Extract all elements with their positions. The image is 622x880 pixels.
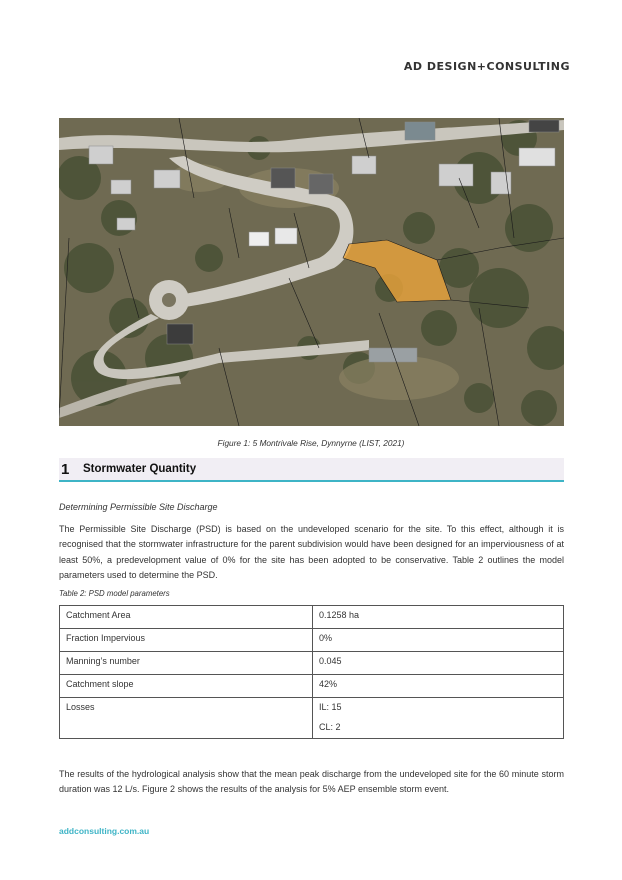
table-row [60,675,564,698]
table-cell-parameter: Catchment slope [60,675,313,698]
table-cell-value [313,698,564,739]
table-cell-value: 0.1258 ha [313,606,564,629]
table-cell-value: 0% [313,629,564,652]
table-cell-value: 0.045 [313,652,564,675]
loss-continuing: CL: 2 [319,722,341,732]
section-heading [59,458,564,482]
table-row [60,698,564,739]
table-cell-parameter: Losses [60,698,313,739]
paragraph-results: The results of the hydrological analysis show that the mean peak discharge from the undeveloped site for the 60 minute storm duration was 12 L/s. Figure 2 shows the results of the analysis for 5% AEP ensemble storm event. [59,769,564,795]
footer-website-link[interactable]: addconsulting.com.au [59,826,150,836]
loss-initial: IL: 15 [319,702,342,712]
paragraph-intro: The Permissible Site Discharge (PSD) is based on the undeveloped scenario for the site. To this effect, although it is recognised that the stormwater infrastructure for the parent subdivision would have been designed for an imperviousness of at least 50%, a predevelopment value of 0% for the site has been adopted to be conservative. Table 2 outlines the model parameters used to determine the PSD. [59,524,564,580]
table-row [60,629,564,652]
table-cell-parameter: Fraction Impervious [60,629,313,652]
figure-caption: Figure 1: 5 Montrivale Rise, Dynnyrne (LIST, 2021) [217,438,405,448]
table-row [60,652,564,675]
company-logo: AD DESIGN+CONSULTING [403,60,570,73]
psd-parameters-table [59,605,564,739]
table-caption: Table 2: PSD model parameters [59,589,170,598]
section-title: Stormwater Quantity [83,463,197,475]
table-cell-parameter: Catchment Area [60,606,313,629]
subheading: Determining Permissible Site Discharge [59,502,218,512]
section-number: 1 [61,460,70,478]
table-row [60,606,564,629]
table-cell-value: 42% [313,675,564,698]
table-cell-parameter: Manning’s number [60,652,313,675]
aerial-site-photo [59,118,564,426]
